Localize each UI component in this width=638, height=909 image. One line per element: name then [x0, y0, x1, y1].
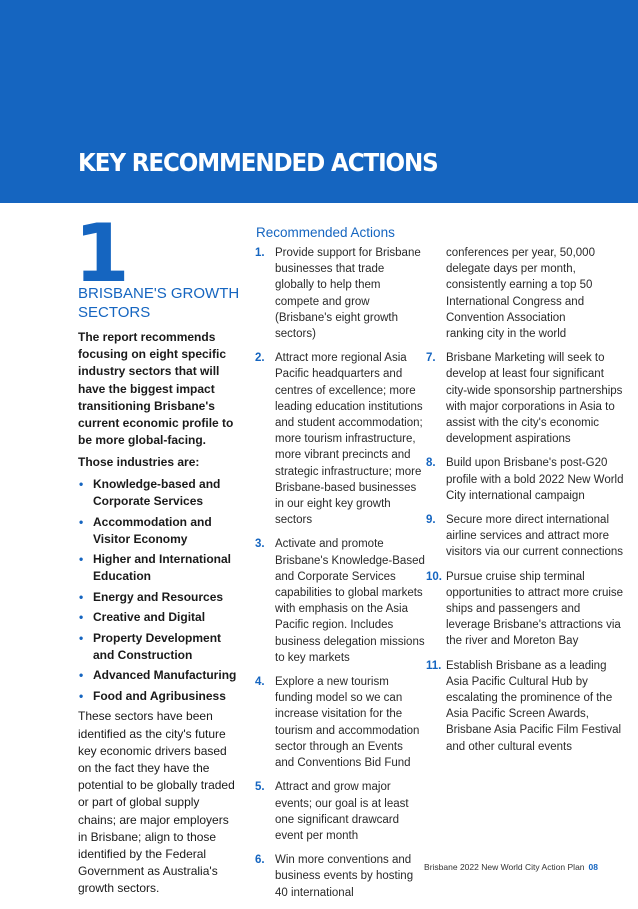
action-item-continued: conferences per year, 50,000 delegate days per month, consistently earning a top 50 International Congress and Convention Association ranking city in the world	[446, 247, 595, 341]
list-item: • Higher and International Education	[79, 552, 232, 584]
actions-column-2	[426, 245, 624, 763]
list-item: • Creative and Digital	[79, 610, 206, 625]
list-item: • Property Development and Construction	[79, 630, 222, 662]
action-text: Brisbane Marketing will seek to develop at least four significant city-wide sponsorship partnerships with major corporations in Asia to assist with the city's economic development aspirations	[446, 352, 623, 446]
action-text: Secure more direct international airline services and attract more visitors via our current connections	[446, 514, 624, 559]
actions-heading: Recommended Actions	[256, 225, 395, 240]
action-text: Win more conventions and business events by hosting 40 international	[275, 854, 414, 899]
action-item	[255, 779, 425, 844]
action-item	[426, 569, 626, 650]
bullet-icon: •	[79, 552, 84, 567]
action-number: 5.	[255, 781, 265, 794]
action-item	[426, 658, 626, 755]
action-text: Attract and grow major events; our goal is at least one significant drawcard event per month	[275, 781, 409, 842]
action-text: Establish Brisbane as a leading Asia Pacific Cultural Hub by escalating the prominence of the Asia Pacific Screen Awards, Brisbane Asia Pacific Film Festival and other cultural events	[446, 659, 622, 753]
action-item	[426, 455, 626, 504]
industries-label: Those industries are:	[78, 455, 200, 470]
page-number: 08	[588, 862, 598, 872]
actions-column-1	[255, 245, 425, 909]
action-item	[255, 674, 425, 771]
action-text: Attract more regional Asia Pacific headquarters and centres of excellence; more leading education institutions and student accommodation; more tourism infrastructure, more vibrant precincts and strategic infrastructure; more Brisbane-based businesses in our eight key growth sectors	[275, 352, 423, 527]
bullet-icon: •	[79, 688, 84, 703]
section-title: BRISBANE'S GROWTH SECTORS	[78, 285, 240, 321]
action-item	[426, 512, 626, 561]
action-number: 6.	[255, 854, 265, 867]
action-text: Activate and promote Brisbane's Knowledge-Based and Corporate Services capabilities to global markets with emphasis on the Asia Pacific region. Includes business delegation missions to key markets	[275, 538, 425, 664]
action-number: 7.	[426, 352, 436, 365]
section-number: 1	[74, 207, 126, 300]
bullet-icon: •	[79, 477, 84, 492]
action-number: 10.	[426, 570, 442, 583]
header-banner	[0, 0, 638, 203]
list-item: • Knowledge-based and Corporate Services	[79, 477, 221, 509]
list-item: • Food and Agribusiness	[79, 688, 226, 703]
action-text: Pursue cruise ship terminal opportunities to attract more cruise ships and passengers and leverage Brisbane's attractions via the river and Moreton Bay	[446, 570, 624, 648]
industries-list	[78, 476, 240, 705]
action-item	[255, 536, 425, 666]
section-intro: The report recommends focusing on eight specific industry sectors that will have the biggest impact transitioning Brisbane's current economic profile to be more global-facing.	[78, 330, 234, 448]
section-panel	[74, 207, 240, 898]
action-item	[255, 350, 425, 528]
action-item	[426, 350, 626, 447]
footer-doc-title: Brisbane 2022 New World City Action Plan	[424, 862, 585, 872]
action-text: Provide support for Brisbane businesses that trade globally to help them compete and grow (Brisbane's eight growth sectors)	[275, 247, 421, 341]
action-number: 3.	[255, 538, 265, 551]
action-text: Explore a new tourism funding model so we can increase visitation for the tourism and accommodation sector through an Events and Conventions Bid Fund	[275, 676, 420, 770]
bullet-icon: •	[79, 514, 84, 529]
page-title: KEY RECOMMENDED ACTIONS	[78, 148, 438, 177]
page-footer	[424, 862, 598, 872]
action-number: 4.	[255, 676, 265, 689]
section-outro: These sectors have been identified as the city's future key economic drivers based on the fact they have the potential to be globally traded or part of global supply chains; are major employers in Brisbane; align to those identified by the Federal Government as Australia's growth sectors.	[78, 709, 235, 896]
bullet-icon: •	[79, 630, 84, 645]
bullet-icon: •	[79, 668, 84, 683]
bullet-icon: •	[79, 610, 84, 625]
action-item	[255, 852, 425, 901]
action-number: 9.	[426, 514, 436, 527]
action-number: 1.	[255, 247, 265, 259]
action-number: 11.	[426, 659, 442, 672]
action-number: 8.	[426, 457, 436, 470]
list-item: • Energy and Resources	[79, 589, 224, 604]
list-item: • Accommodation and Visitor Economy	[79, 514, 212, 546]
action-number: 2.	[255, 352, 265, 365]
bullet-icon: •	[79, 589, 84, 604]
list-item: • Advanced Manufacturing	[79, 668, 237, 683]
action-text: Build upon Brisbane's post-G20 profile with a bold 2022 New World City international campaign	[446, 457, 624, 502]
action-item	[255, 245, 425, 342]
